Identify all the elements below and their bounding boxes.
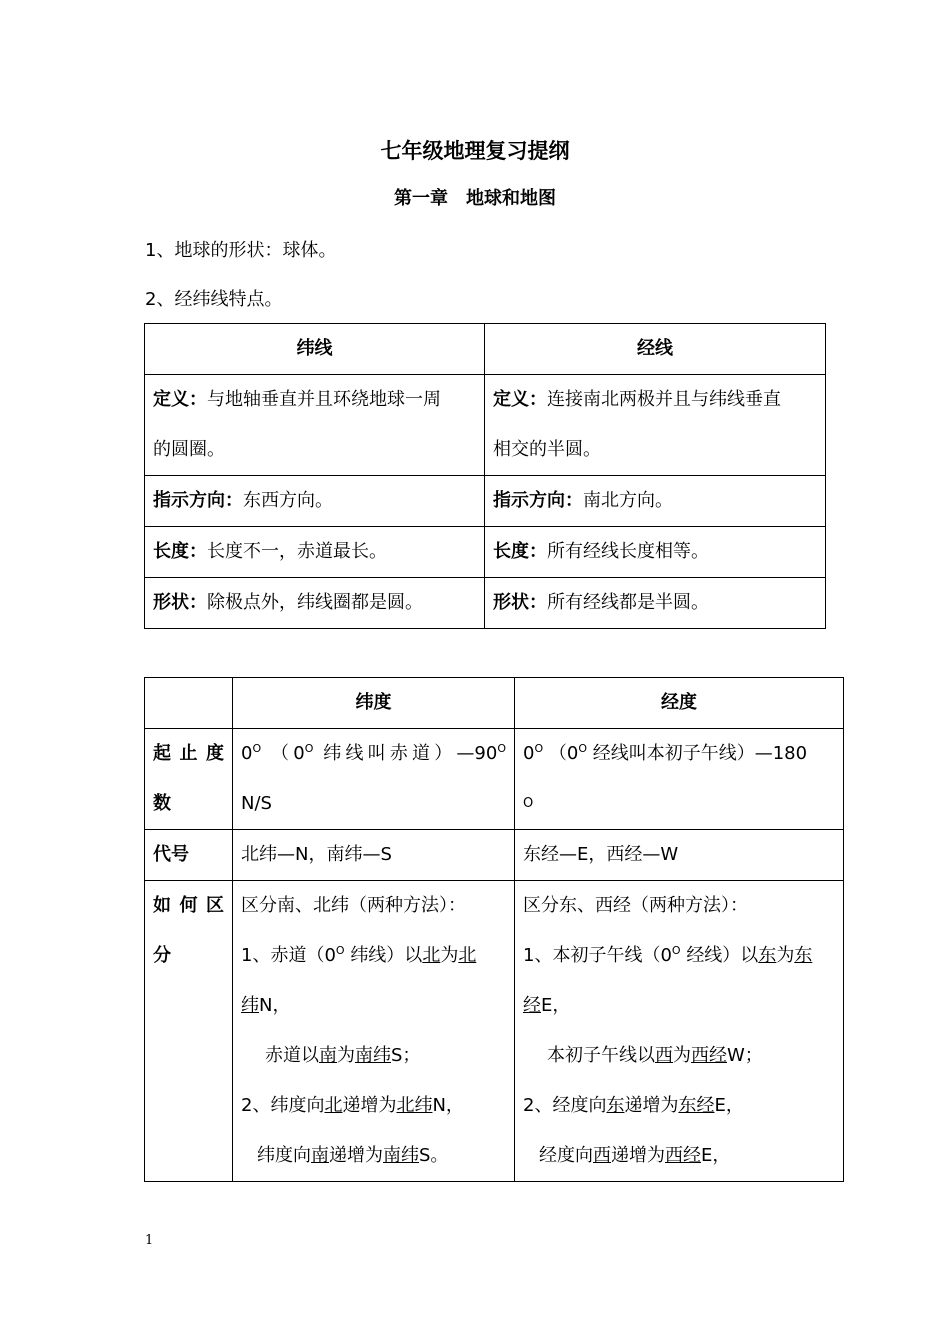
table-row [145,476,826,527]
text: 0 [241,743,253,764]
text: E， [541,995,571,1016]
cell-parallel-length [145,527,485,578]
cell-parallel-direction [145,476,485,527]
label: 长度： [153,541,207,562]
cell-latitude-code: 北纬—N，南纬—S [233,830,515,881]
text: 为 [776,945,795,966]
cell-meridian-length [485,527,826,578]
header-meridians: 经线 [485,324,826,375]
table-row [145,375,826,476]
cell-longitude-range [515,729,844,830]
label: 定义： [493,389,547,410]
label: 指示方向： [493,490,583,511]
text: 北 [422,945,441,966]
text: S； [391,1045,421,1066]
value: 与地轴垂直并且环绕地球一周 [207,389,441,410]
cell-meridian-shape [485,578,826,629]
document-title: 七年级地理复习提纲 [380,139,570,163]
value: 除极点外，纬线圈都是圆。 [207,592,423,613]
row-label-range [145,729,233,830]
text-line [241,1131,506,1181]
text: 纬度向 [257,1145,311,1166]
value: 东西方向。 [243,490,333,511]
text: 南纬 [383,1145,419,1166]
label-line: 数 [153,793,171,814]
text: 东 [606,1095,625,1116]
text: 递增为 [329,1145,383,1166]
text: E， [714,1095,744,1116]
text-line [523,729,835,779]
text: 经线叫本初子午线）—180 [592,743,808,764]
degree-mark: O [252,742,262,755]
text: 东经 [678,1095,715,1116]
label-line: 分 [153,945,171,966]
parallels-meridians-table [144,323,826,629]
cell-meridian-definition [485,375,826,476]
cell-parallel-shape [145,578,485,629]
text: 西经 [665,1145,701,1166]
degree-mark: O [304,742,314,755]
text-line [241,931,506,981]
value-cont: 的圆圈。 [153,439,225,460]
text-line [241,981,506,1031]
text: E， [701,1145,731,1166]
header-parallels: 纬线 [145,324,485,375]
text: 东 [758,945,777,966]
header-latitude: 纬度 [233,678,515,729]
text: 纬线）以 [350,945,423,966]
table-row [145,729,844,830]
table-row [145,527,826,578]
label: 定义： [153,389,207,410]
cell-parallel-definition [145,375,485,476]
table-row [145,881,844,1182]
label-line: 如何区 [153,895,224,916]
label: 指示方向： [153,490,243,511]
text-line [523,981,835,1031]
text: W； [727,1045,763,1066]
text-line: 区分南、北纬（两种方法）： [241,895,466,916]
label: 长度： [493,541,547,562]
cell-latitude-distinguish [233,881,515,1182]
degree-mark: O [578,742,587,755]
text: 纬 [241,995,259,1016]
table-row [145,578,826,629]
text-line [241,729,506,779]
text: 南 [311,1145,329,1166]
text: 为 [440,945,459,966]
text: 北 [458,945,477,966]
paragraph-grid-lines: 2、经纬线特点。 [145,289,283,310]
text: N， [259,995,291,1016]
text: 经度向 [539,1145,593,1166]
text-line: O [523,796,534,811]
table-header-row [145,324,826,375]
text: 西 [593,1145,611,1166]
text: 西 [655,1045,673,1066]
text-line: N/S [241,793,272,814]
text: 递增为 [611,1145,665,1166]
text: 递增为 [342,1095,397,1116]
text: （0 [548,743,579,764]
degree-mark: O [534,742,544,755]
degree-mark: O [497,742,507,755]
text-line [241,1081,506,1131]
label: 形状： [493,592,547,613]
value: 所有经线都是半圆。 [547,592,709,613]
degree-mark: O [671,944,681,957]
row-label-code: 代号 [145,830,233,881]
chapter-heading: 第一章 地球和地图 [394,188,556,209]
text: 0 [523,743,535,764]
table-row [145,830,844,881]
cell-latitude-range [233,729,515,830]
text-line: 区分东、西经（两种方法）： [523,895,748,916]
text: 本初子午线以 [547,1045,655,1066]
text-line [523,1081,835,1131]
label: 形状： [153,592,207,613]
text: 东 [794,945,813,966]
value: 连接南北两极并且与纬线垂直 [547,389,781,410]
cell-meridian-direction [485,476,826,527]
text: 经 [523,995,541,1016]
degree-mark: O [335,944,345,957]
text: 递增为 [624,1095,679,1116]
row-label-distinguish [145,881,233,1182]
value: 长度不一，赤道最长。 [207,541,387,562]
text: 1、本初子午线（0 [523,945,672,966]
label-line: 起止度 [153,743,224,764]
table-header-row [145,678,844,729]
text: 经线）以 [686,945,759,966]
text: 为 [337,1045,355,1066]
text: 为 [673,1045,691,1066]
text: 1、赤道（0 [241,945,336,966]
text: 南纬 [355,1045,391,1066]
cell-longitude-code: 东经—E，西经—W [515,830,844,881]
cell-longitude-distinguish [515,881,844,1182]
text: 北纬 [396,1095,433,1116]
latitude-longitude-table [144,677,844,1182]
text: 纬线叫赤道）—90 [323,743,498,764]
header-empty [145,678,233,729]
text-line [523,1131,835,1181]
value: 南北方向。 [583,490,673,511]
text: N， [432,1095,464,1116]
text-line [523,931,835,981]
paragraph-earth-shape: 1、地球的形状：球体。 [145,240,337,261]
text: （0 [271,743,305,764]
value-cont: 相交的半圆。 [493,439,601,460]
text-line [523,1031,835,1081]
text-line [241,1031,506,1081]
text: 西经 [691,1045,727,1066]
text: 赤道以 [265,1045,319,1066]
text: S。 [419,1145,449,1166]
text: 南 [319,1045,337,1066]
text: 北 [324,1095,343,1116]
page-number: 1 [145,1233,154,1248]
text: 2、纬度向 [241,1095,325,1116]
value: 所有经线长度相等。 [547,541,709,562]
text: 2、经度向 [523,1095,607,1116]
header-longitude: 经度 [515,678,844,729]
